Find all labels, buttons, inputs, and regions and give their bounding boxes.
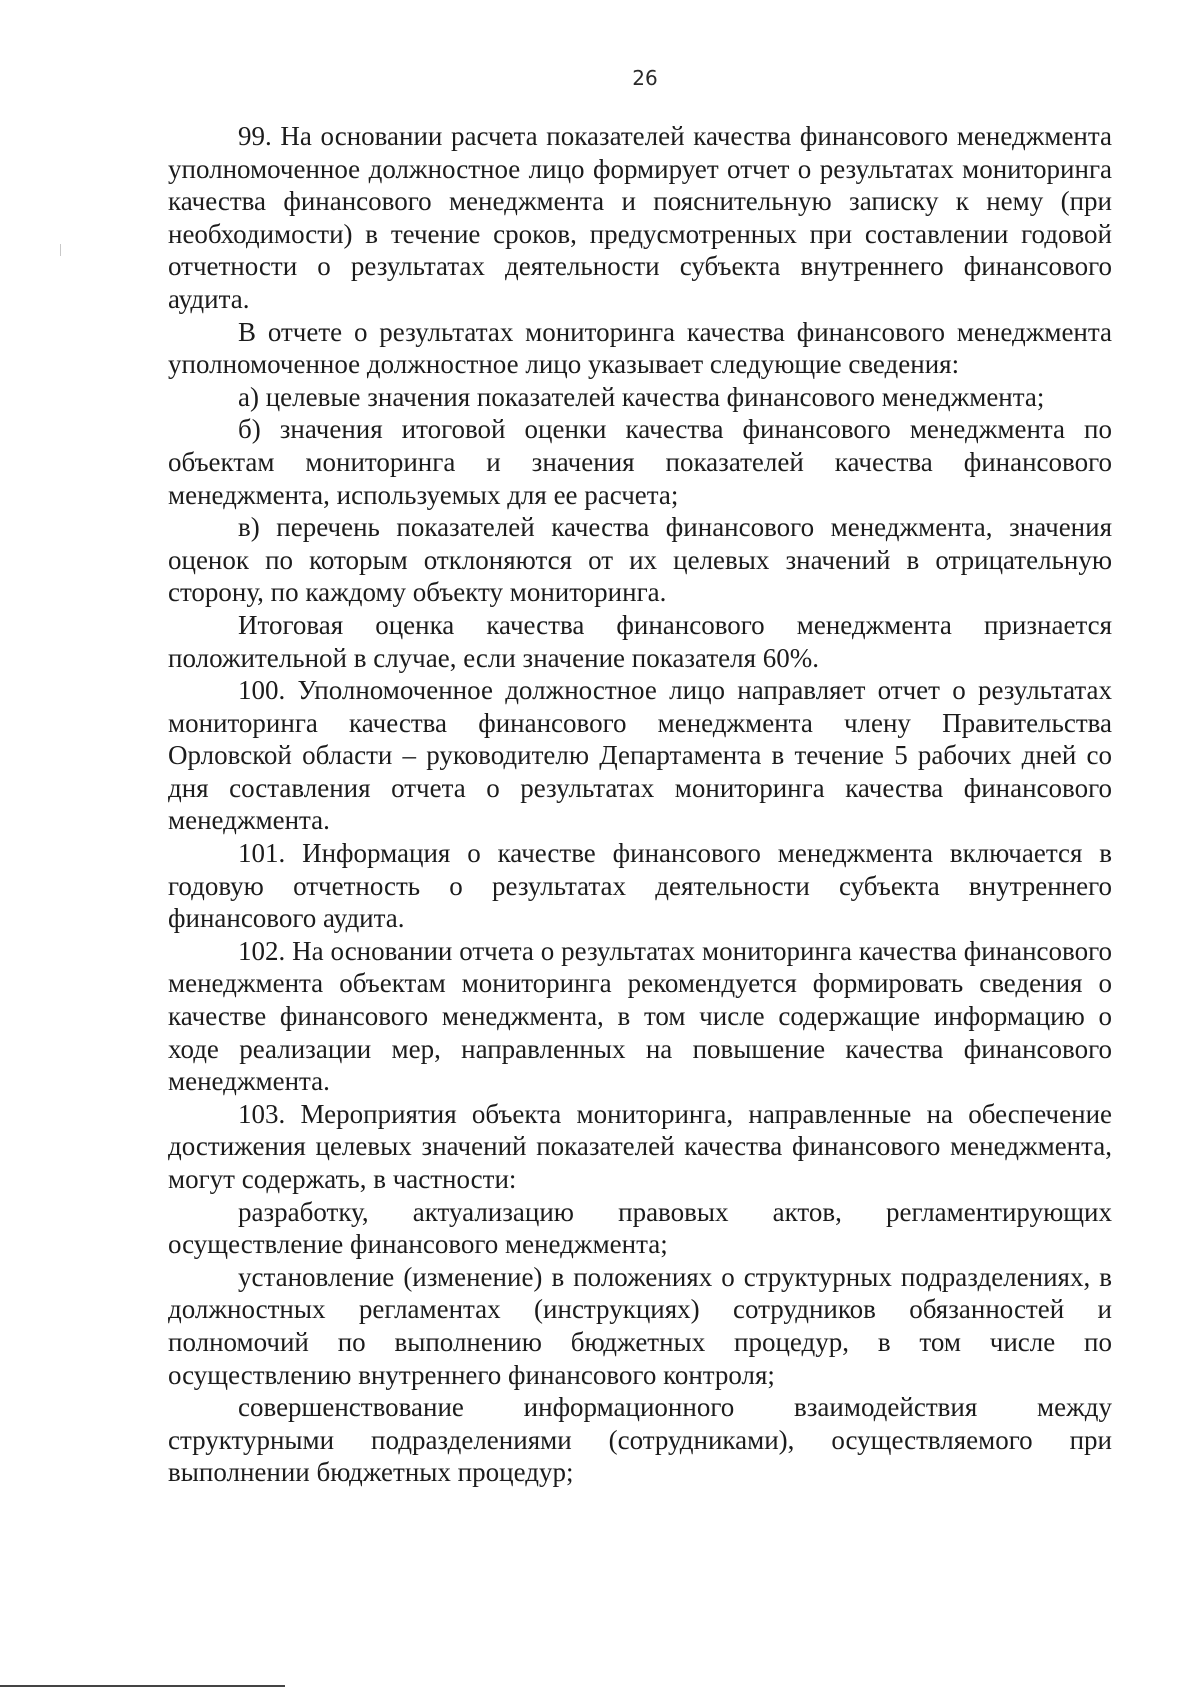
paragraph-99: 99. На основании расчета показателей качества финансового менеджмента уполномоченное должностное лицо формирует отчет о результатах мониторинга качества финансового менеджмента и пояснительную записку к нему (при необходимости) в течение сроков, предусмотренных при составлении годовой отчетности о результатах деятельности субъекта внутреннего финансового аудита. (168, 121, 1112, 314)
paragraph-final-assessment: Итоговая оценка качества финансового менеджмента признается положительной в случае, если значение показателя 60%. (168, 609, 1112, 673)
paragraph-101: 101. Информация о качестве финансового менеджмента включается в годовую отчетность о результатах деятельности субъекта внутреннего финансового аудита. (168, 838, 1112, 934)
measure-item-2: установление (изменение) в положениях о структурных подразделениях, в должностных регламентах (инструкциях) сотрудников обязанностей и полномочий по выполнению бюджетных процедур, в том числе по осуществлению внутреннего финансового контроля; (168, 1261, 1112, 1390)
paragraph-103: 103. Мероприятия объекта мониторинга, направленные на обеспечение достижения целевых значений показателей качества финансового менеджмента, могут содержать, в частности: (168, 1098, 1112, 1194)
paragraph-102: 102. На основании отчета о результатах мониторинга качества финансового менеджмента объектам мониторинга рекомендуется формировать сведения о качестве финансового менеджмента, в том числе содержащие информацию о ходе реализации мер, направленных на повышение качества финансового менеджмента. (168, 935, 1112, 1097)
paragraph-100: 100. Уполномоченное должностное лицо направляет отчет о результатах мониторинга качества финансового менеджмента члену Правительства Орловской области – руководителю Департамента в течение 5 рабочих дней со дня составления отчета о результатах мониторинга качества финансового менеджмента. (168, 675, 1112, 836)
list-item-b: б) значения итоговой оценки качества финансового менеджмента по объектам мониторинга и значения показателей качества финансового менеджмента, используемых для ее расчета; (168, 414, 1112, 510)
page-number: 26 (632, 66, 658, 90)
list-item-v: в) перечень показателей качества финансового менеджмента, значения оценок по которым отклоняются от их целевых значений в отрицательную сторону, по каждому объекту мониторинга. (168, 512, 1112, 608)
measure-item-3: совершенствование информационного взаимодействия между структурными подразделениями (сотрудниками), осуществляемого при выполнении бюджетных процедур; (168, 1392, 1112, 1488)
document-body (168, 120, 1112, 1489)
paragraph-report-intro: В отчете о результатах мониторинга качества финансового менеджмента уполномоченное должностное лицо указывает следующие сведения: (168, 316, 1112, 380)
measure-item-1: разработку, актуализацию правовых актов, регламентирующих осуществление финансового менеджмента; (168, 1196, 1112, 1260)
list-item-a: а) целевые значения показателей качества финансового менеджмента; (238, 381, 1045, 412)
scan-mark (60, 244, 61, 256)
bottom-divider (0, 1685, 285, 1687)
